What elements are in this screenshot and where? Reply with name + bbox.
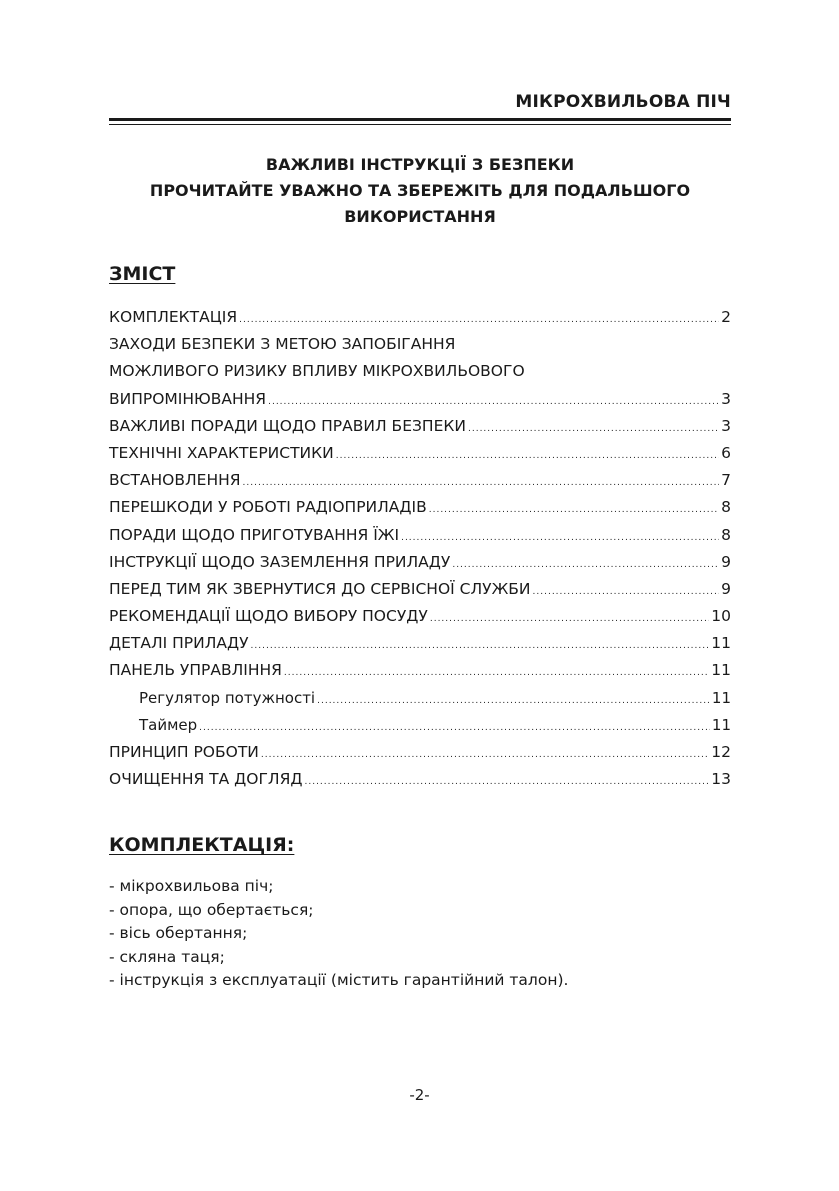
toc-entry-title: ДЕТАЛІ ПРИЛАДУ bbox=[109, 634, 249, 653]
toc-entry-page: 6 bbox=[721, 443, 731, 462]
toc-entry-title: ЗАХОДИ БЕЗПЕКИ З МЕТОЮ ЗАПОБІГАННЯ bbox=[109, 335, 456, 354]
toc-entry[interactable] bbox=[109, 630, 731, 657]
toc-subentry[interactable] bbox=[109, 685, 731, 712]
toc-entry-title: ВСТАНОВЛЕННЯ bbox=[109, 471, 241, 490]
toc-leader-dots bbox=[336, 443, 719, 470]
toc-entry[interactable] bbox=[109, 576, 731, 603]
list-item: - інструкція з експлуатації (містить гарантійний талон). bbox=[109, 971, 569, 989]
toc-entry-page: 13 bbox=[711, 770, 731, 789]
toc-entry-title: МОЖЛИВОГО РИЗИКУ ВПЛИВУ МІКРОХВИЛЬОВОГО bbox=[109, 362, 525, 381]
toc-leader-dots bbox=[401, 525, 719, 552]
toc-entry[interactable] bbox=[109, 358, 731, 385]
toc-entry[interactable] bbox=[109, 304, 731, 331]
toc-entry-page: 9 bbox=[721, 579, 731, 598]
toc-entry-title: ІНСТРУКЦІЇ ЩОДО ЗАЗЕМЛЕННЯ ПРИЛАДУ bbox=[109, 552, 451, 571]
list-item: - вісь обертання; bbox=[109, 924, 248, 942]
toc-entry[interactable] bbox=[109, 766, 731, 793]
toc-leader-dots bbox=[533, 579, 720, 606]
toc-leader-dots bbox=[429, 497, 719, 524]
safety-notice-line: ПРОЧИТАЙТЕ УВАЖНО ТА ЗБЕРЕЖІТЬ ДЛЯ ПОДАЛЬШОГО bbox=[149, 181, 691, 200]
toc-entry-page: 10 bbox=[711, 607, 731, 626]
toc-entry-page: 11 bbox=[711, 661, 731, 680]
toc-entry[interactable] bbox=[109, 494, 731, 521]
toc-entry-page: 11 bbox=[711, 715, 731, 734]
table-of-contents bbox=[109, 304, 731, 793]
toc-entry[interactable] bbox=[109, 386, 731, 413]
safety-notice-line: ВАЖЛИВІ ІНСТРУКЦІЇ З БЕЗПЕКИ bbox=[265, 155, 575, 174]
toc-heading: ЗМІСТ bbox=[109, 263, 176, 285]
toc-entry-page: 11 bbox=[711, 688, 731, 707]
toc-entry-title: ПЕРЕД ТИМ ЯК ЗВЕРНУТИСЯ ДО СЕРВІСНОЇ СЛУЖБИ bbox=[109, 579, 531, 598]
toc-entry-title: ОЧИЩЕННЯ ТА ДОГЛЯД bbox=[109, 770, 303, 789]
toc-entry[interactable] bbox=[109, 603, 731, 630]
header-rule-thin bbox=[109, 124, 731, 125]
toc-entry-title: ВАЖЛИВІ ПОРАДИ ЩОДО ПРАВИЛ БЕЗПЕКИ bbox=[109, 416, 466, 435]
toc-entry-title: КОМПЛЕКТАЦІЯ bbox=[109, 308, 238, 326]
toc-leader-dots bbox=[199, 715, 710, 742]
toc-entry[interactable] bbox=[109, 549, 731, 576]
toc-leader-dots bbox=[284, 660, 709, 687]
toc-entry[interactable] bbox=[109, 331, 731, 358]
toc-leader-dots bbox=[317, 688, 710, 715]
toc-entry-title: ПЕРЕШКОДИ У РОБОТІ РАДІОПРИЛАДІВ bbox=[109, 498, 427, 517]
toc-leader-dots bbox=[468, 416, 719, 443]
toc-entry-page: 9 bbox=[721, 552, 731, 571]
toc-entry-title: Таймер bbox=[139, 715, 198, 734]
toc-entry[interactable] bbox=[109, 413, 731, 440]
kit-list bbox=[109, 875, 568, 993]
toc-entry[interactable] bbox=[109, 657, 731, 684]
toc-entry-page: 8 bbox=[721, 525, 731, 544]
toc-entry-title: ПРИНЦИП РОБОТИ bbox=[109, 743, 259, 761]
list-item: - опора, що обертається; bbox=[109, 900, 314, 919]
toc-entry-title: ВИПРОМІНЮВАННЯ bbox=[109, 389, 267, 408]
toc-entry-page: 7 bbox=[721, 471, 731, 490]
toc-entry-page: 3 bbox=[721, 416, 731, 435]
page-number: -2- bbox=[409, 1086, 430, 1104]
safety-notice-line: ВИКОРИСТАННЯ bbox=[344, 207, 496, 226]
toc-leader-dots bbox=[452, 552, 719, 579]
toc-entry-page: 11 bbox=[711, 634, 731, 653]
toc-entry-title: Регулятор потужності bbox=[139, 688, 316, 707]
toc-leader-dots bbox=[304, 769, 709, 796]
toc-entry-title: ТЕХНІЧНІ ХАРАКТЕРИСТИКИ bbox=[109, 443, 334, 462]
page-header-title: МІКРОХВИЛЬОВА ПІЧ bbox=[515, 92, 731, 112]
toc-entry-title: РЕКОМЕНДАЦІЇ ЩОДО ВИБОРУ ПОСУДУ bbox=[109, 607, 428, 626]
toc-entry-page: 12 bbox=[711, 743, 731, 761]
kit-heading: КОМПЛЕКТАЦІЯ: bbox=[109, 834, 295, 856]
toc-leader-dots bbox=[430, 606, 709, 633]
header-rule-thick bbox=[109, 118, 731, 121]
toc-entry-page: 2 bbox=[721, 308, 731, 326]
toc-entry-title: ПОРАДИ ЩОДО ПРИГОТУВАННЯ ЇЖІ bbox=[109, 525, 400, 544]
toc-subentry[interactable] bbox=[109, 712, 731, 739]
toc-entry[interactable] bbox=[109, 739, 731, 766]
toc-entry[interactable] bbox=[109, 467, 731, 494]
toc-leader-dots bbox=[239, 307, 719, 334]
toc-entry-page: 8 bbox=[721, 498, 731, 517]
list-item: - скляна таця; bbox=[109, 947, 225, 966]
toc-leader-dots bbox=[251, 633, 710, 660]
safety-notice bbox=[109, 152, 731, 230]
list-item: - мікрохвильова піч; bbox=[109, 877, 274, 895]
toc-leader-dots bbox=[268, 389, 719, 416]
toc-leader-dots bbox=[261, 742, 709, 769]
toc-entry[interactable] bbox=[109, 522, 731, 549]
toc-leader-dots bbox=[243, 470, 720, 497]
toc-entry-title: ПАНЕЛЬ УПРАВЛІННЯ bbox=[109, 661, 282, 680]
toc-entry-page: 3 bbox=[721, 389, 731, 408]
toc-entry[interactable] bbox=[109, 440, 731, 467]
